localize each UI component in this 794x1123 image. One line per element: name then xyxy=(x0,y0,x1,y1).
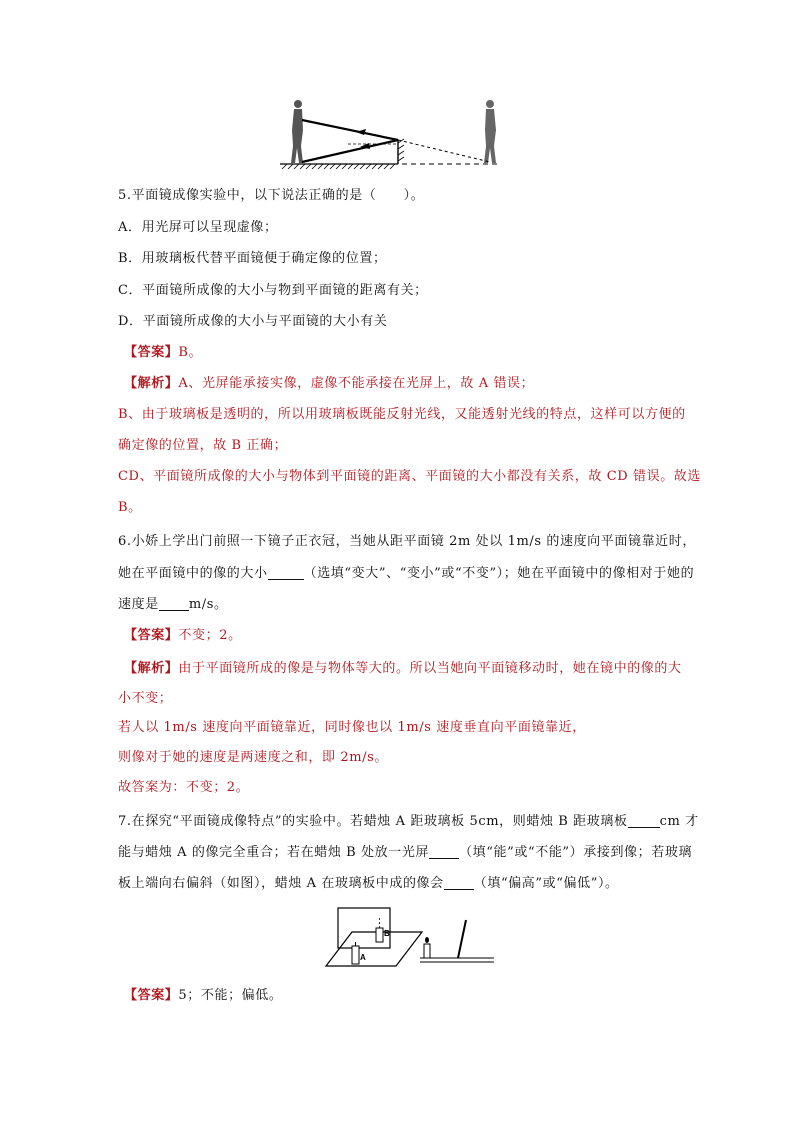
fill-blank xyxy=(268,565,304,580)
q5-option-c: C．平面镜所成像的大小与物到平面镜的距离有关； xyxy=(118,283,428,298)
fill-blank xyxy=(159,596,189,611)
label-a: A xyxy=(360,953,366,962)
q5-option-b: B．用玻璃板代替平面镜便于确定像的位置； xyxy=(118,251,387,266)
q6-conclusion: 故答案为：不变；2。 xyxy=(118,780,250,795)
q6-answer: 【答案】不变；2。 xyxy=(124,628,242,643)
label-b: B xyxy=(384,929,390,938)
q5-option-a: A．用光屏可以呈现虚像； xyxy=(118,220,278,235)
analysis-tag: 【解析】 xyxy=(124,376,179,391)
q5-analysis-line-1: 【解析】A、光屏能承接实像，虚像不能承接在光屏上，故 A 错误； xyxy=(124,376,535,391)
q6-analysis-line-2: 小不变； xyxy=(118,691,173,706)
q6-stem-line-3: 速度是 m/s。 xyxy=(118,597,228,612)
q6-analysis-line-3: 若人以 1m/s 速度向平面镜靠近，同时像也以 1m/s 速度垂直向平面镜靠近， xyxy=(118,720,586,735)
q5-stem: 5.平面镜成像实验中，以下说法正确的是（ ）。 xyxy=(118,188,425,203)
q6-stem-line-1: 6.小娇上学出门前照一下镜子正衣冠，当她从距平面镜 2m 处以 1m/s 的速度向平面镜靠近时， xyxy=(118,534,696,549)
q5-analysis-line-4: CD、平面镜所成像的大小与物体到平面镜的距离、平面镜的大小都没有关系，故 CD 错误。故选 xyxy=(118,469,702,484)
q5-option-d: D．平面镜所成像的大小与平面镜的大小有关 xyxy=(118,314,388,329)
candle-glass-plate-figure xyxy=(324,906,496,970)
fill-blank xyxy=(628,813,660,828)
fill-blank xyxy=(429,844,459,859)
q7-stem-line-1: 7.在探究“平面镜成像特点”的实验中。若蜡烛 A 距玻璃板 5cm，则蜡烛 B 距玻璃板 cm 才 xyxy=(118,814,699,829)
person-right-icon xyxy=(484,100,496,163)
q6-analysis-line-4: 则像对于她的速度是两速度之和，即 2m/s。 xyxy=(118,750,388,765)
q7-answer: 【答案】5；不能；偏低。 xyxy=(124,988,283,1003)
q7-stem-line-3: 板上端向右偏斜（如图），蜡烛 A 在玻璃板中成的像会 （填“偏高”或“偏低”）。 xyxy=(118,876,619,891)
q5-analysis-line-2: B、由于玻璃板是透明的，所以用玻璃板既能反射光线，又能透射光线的特点，这样可以方便的 xyxy=(118,407,686,422)
q5-analysis-line-3: 确定像的位置，故 B 正确； xyxy=(118,438,288,453)
mirror-reflection-figure xyxy=(280,96,506,170)
fill-blank xyxy=(444,875,474,890)
person-left-icon xyxy=(291,100,303,163)
q5-analysis-line-5: B。 xyxy=(118,500,142,515)
q7-stem-line-2: 能与蜡烛 A 的像完全重合；若在蜡烛 B 处放一光屏 （填“能”或“不能”）承接到像；若玻璃 xyxy=(118,845,693,860)
answer-tag: 【答案】 xyxy=(124,345,179,360)
q6-stem-line-2: 她在平面镜中的像的大小 （选填“变大”、“变小”或“不变”）；她在平面镜中的像相对于她的 xyxy=(118,566,695,581)
q6-analysis-line-1: 【解析】由于平面镜所成的像是与物体等大的。所以当她向平面镜移动时，她在镜中的像的大 xyxy=(124,661,682,676)
q5-answer: 【答案】B。 xyxy=(124,345,203,360)
